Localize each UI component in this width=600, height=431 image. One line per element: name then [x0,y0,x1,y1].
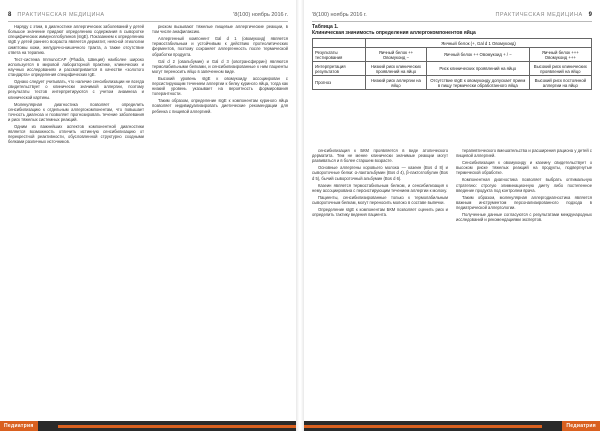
paragraph: Основные аллергены коровьего молока — казеин (Bos d 8) и сывороточные белки: α-лактальбумин (Bos d 4), β-лактоглобулин (Bos d 5), бычий сывороточный альбумин (Bos d 6). [312,165,448,181]
right-header-divider [312,21,592,22]
paragraph: Gal d 2 (овальбумин) и Gal d 3 (овотрансферрин) являются термолабильными белками, и сенсибилизированные к ним пациенты могут переносить яйцо в запеченном виде. [152,58,288,74]
right-page-header [312,10,592,20]
left-page-header [8,10,288,20]
table-row-label: Прогноз [313,76,366,90]
right-column-2 [456,148,592,414]
paragraph: Компонентная диагностика позволяет выбрать оптимальную стратегию: строгую элиминационную диету либо постепенное введение продукта под контролем врача. [456,177,592,193]
paragraph: Сенсибилизация к овомукоиду и казеину свидетельствует о высоком риске тяжелых реакций на продукты, подвергнутые термической обработке. [456,160,592,176]
allergen-table [312,38,592,90]
right-footer-badge-wrap [562,421,600,431]
paragraph: Казеин является термостабильным белком, и сенсибилизация к нему ассоциирована с персистирующим течением аллергии к молоку. [312,182,448,193]
paragraph: риском вызывают тяжелые пищевые аллергические реакции, в том числе анафилаксию. [152,24,288,35]
table-row-label: Интерпретация результатов [313,62,366,76]
left-column-1 [8,24,144,414]
left-issue: '8(100) ноябрь 2016 г. [233,12,288,18]
table-caption [312,24,592,36]
left-page-number: 8 [8,12,12,18]
table-header-cell: Результаты тестирования [313,48,366,62]
paragraph: Аллергенный компонент Gal d 1 (овомукоид) является термостабильным и устойчивым к действию протеолитических ферментов, поэтому сохраняет аллергенность после термической обработки продукта. [152,36,288,57]
right-section-title: ПРАКТИЧЕСКАЯ МЕДИЦИНА [495,12,583,18]
paragraph: Высокий уровень sIgE к овомукоиду ассоциирован с персистирующим течением аллергии к белку куриного яйца, тогда как низкий уровень указывает на вероятность формирования толерантности. [152,75,288,97]
table-corner-cell [313,39,366,48]
table-cell: Низкий риск клинических проявлений на яйцо [366,62,427,76]
paragraph: Однако следует учитывать, что наличие сенсибилизации не всегда свидетельствует о клинически значимой аллергии, поэтому результаты тестов интерпретируются с учетом анамнеза и клинической картины. [8,79,144,100]
paragraph: Полученные данные согласуются с результатами международных исследований и рекомендациями экспертов. [456,211,592,223]
paragraph: сенсибилизация к БКМ проявляется в виде атопического дерматита. Тем не менее клинически значимые реакции могут развиваться и в более старшем возрасте. [312,148,448,164]
table-cell: Риск клинических проявлений на яйцо [426,62,529,76]
left-header-divider [8,21,288,22]
table-row [313,48,592,62]
table-row [313,76,592,90]
table-block [312,24,592,90]
paragraph: Одним из важнейших аспектов компонентной диагностики является возможность отличить истинную сенсибилизацию от перекрестной реактивности, обусловленной структурно сходными белками различных источников. [8,124,144,145]
paragraph: Определение sIgE к компонентам БКМ позволяет оценить риск и определить тактику ведения пациента. [312,206,448,217]
table-header-cell: Яичный белок ++ Овомукоид + / − [426,48,529,62]
paragraph: Наряду с этим, в диагностике аллергических заболеваний у детей большое значение придают определению содержания в сыворотке специфических иммуноглобулинов (sIgE). Показанием к определению sIgE у детей раннего возраста является дерматит, неясной этиологии симптомы кожи, желудочно-кишечного тракта, а также отсутствие ответа на терапию. [8,24,144,55]
paragraph: Пациенты, сенсибилизированные только к термолабильным сывороточным белкам, могут переносить молоко в составе выпечки. [312,194,448,205]
table-cell: Высокий риск постоянной аллергии на яйцо [529,76,591,90]
paragraph: терапевтического вмешательства и расширения рациона у детей с пищевой аллергией. [456,148,592,159]
page-gutter [296,0,304,431]
right-footer-bar [304,421,600,431]
paragraph: Тест-система ImmunoCAP (Phadia, Швеция) наиболее широко используется в мировой лабораторной практике, клинических и научных исследованиях и рассматривается в качестве «золотого стандарта» определения специфических IgE. [8,56,144,78]
paragraph: Таким образом, молекулярная аллергодиагностика является важным инструментом персонализированного подхода в педиатрической аллергологии. [456,194,592,210]
table-caption-title: Клиническая значимость определения аллергокомпонентов яйца [312,30,476,36]
paragraph: Молекулярная диагностика позволяет определить сенсибилизацию к отдельным аллергокомпонентам, что повышает точность диагноза и позволяет прогнозировать течение заболевания и риск тяжелых системных реакций. [8,101,144,123]
table-row [313,62,592,76]
left-footer-bar [0,421,296,431]
table-caption-number: Таблица 1. [312,24,339,30]
table-row [313,39,592,48]
left-page [0,0,296,431]
left-section-title: ПРАКТИЧЕСКАЯ МЕДИЦИНА [17,12,105,18]
table-cell: Высокий риск клинических проявлений на яйцо [529,62,591,76]
table-group-header: Яичный белок (+, Gal d 1 Овомукоид) [366,39,592,48]
paragraph: Таким образом, определение sIgE к компонентам куриного яйца позволяет индивидуализировать диетические рекомендации для ребенка с пищевой аллергией. [152,98,288,114]
right-column-1 [312,148,448,414]
table-header-cell: Яичный белок ++ Овомукоид − [366,48,427,62]
table-header-cell: Яичный белок +++ Овомукоид +++ [529,48,591,62]
left-footer-label: Педиатрия [0,421,38,431]
left-column-2 [152,24,288,414]
right-footer-label: Педиатрия [562,421,600,431]
left-footer-stripe [58,425,296,428]
table-cell: Отсутствие sIgE к овомукоиду допускает прием в пищу термически обработанного яйца [426,76,529,90]
left-footer-badge-wrap [0,421,38,431]
right-page-number: 9 [588,12,592,18]
right-issue: '8(100) ноябрь 2016 г. [312,12,367,18]
right-page [304,0,600,431]
right-footer-stripe [304,425,542,428]
table-cell: Низкий риск аллергии на яйцо [366,76,427,90]
